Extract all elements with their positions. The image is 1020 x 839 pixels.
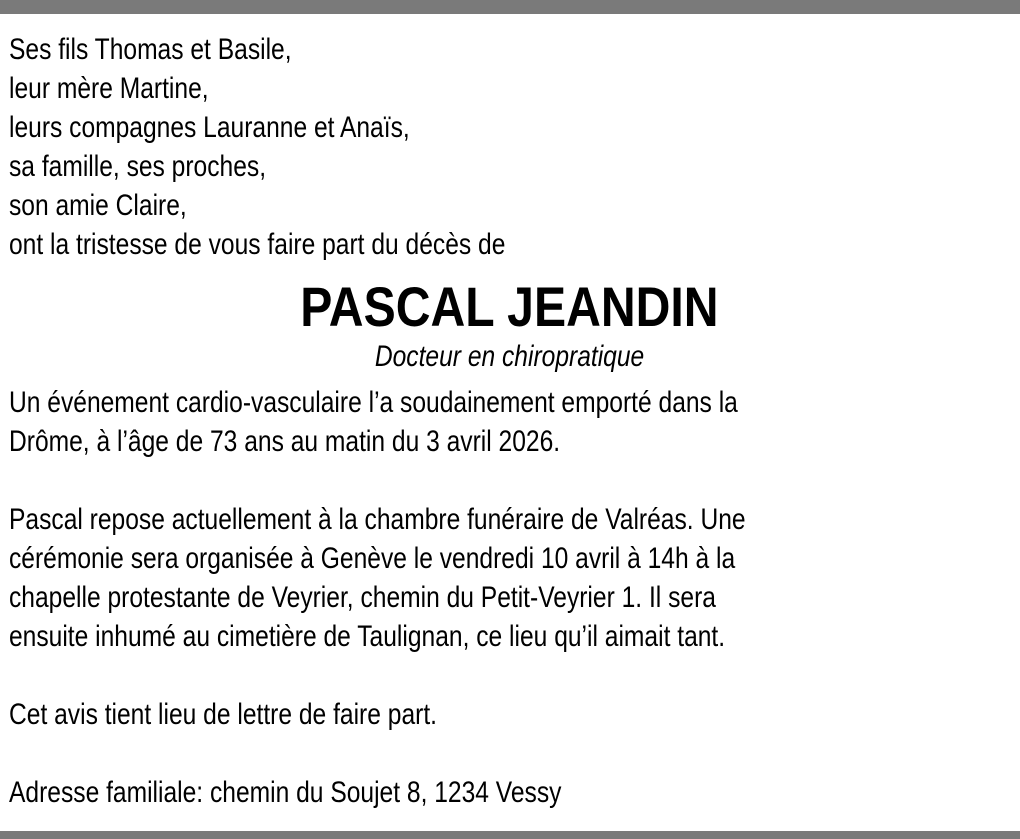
deceased-name: PASCAL JEANDIN (300, 275, 719, 338)
paragraph-spacer (9, 656, 1009, 695)
paragraph-line: Un événement cardio-vasculaire l’a soudainement emporté dans la (9, 386, 738, 419)
paragraph-line: Drôme, à l’âge de 73 ans au matin du 3 avril 2026. (9, 425, 561, 458)
paragraph-spacer (9, 461, 1009, 500)
paragraph-spacer (9, 734, 1009, 773)
circumstances-paragraph (9, 383, 1009, 461)
family-intro (9, 30, 1009, 264)
paragraph-line: Adresse familiale: chemin du Soujet 8, 1234 Vessy (9, 776, 562, 809)
intro-line: ont la tristesse de vous faire part du décès de (9, 228, 506, 261)
intro-line: sa famille, ses proches, (9, 150, 267, 183)
intro-line: leur mère Martine, (9, 72, 209, 105)
paragraph-line: Pascal repose actuellement à la chambre funéraire de Valréas. Une (9, 503, 746, 536)
paragraph-line: cérémonie sera organisée à Genève le vendredi 10 avril à 14h à la (9, 542, 736, 575)
intro-line: son amie Claire, (9, 189, 187, 222)
deceased-profession: Docteur en chiropratique (374, 340, 645, 373)
ceremony-paragraph (9, 500, 1009, 656)
intro-line: leurs compagnes Lauranne et Anaïs, (9, 111, 410, 144)
paragraph-line: Cet avis tient lieu de lettre de faire part. (9, 698, 438, 731)
address-paragraph (9, 773, 1009, 812)
paragraph-line: ensuite inhumé au cimetière de Taulignan, ce lieu qu’il aimait tant. (9, 620, 726, 653)
top-border-rule (0, 0, 1020, 14)
paragraph-line: chapelle protestante de Veyrier, chemin du Petit-Veyrier 1. Il sera (9, 581, 716, 614)
notice-paragraph (9, 695, 1009, 734)
bottom-border-rule (0, 831, 1020, 839)
intro-line: Ses fils Thomas et Basile, (9, 33, 292, 66)
obituary-notice (9, 30, 1009, 812)
